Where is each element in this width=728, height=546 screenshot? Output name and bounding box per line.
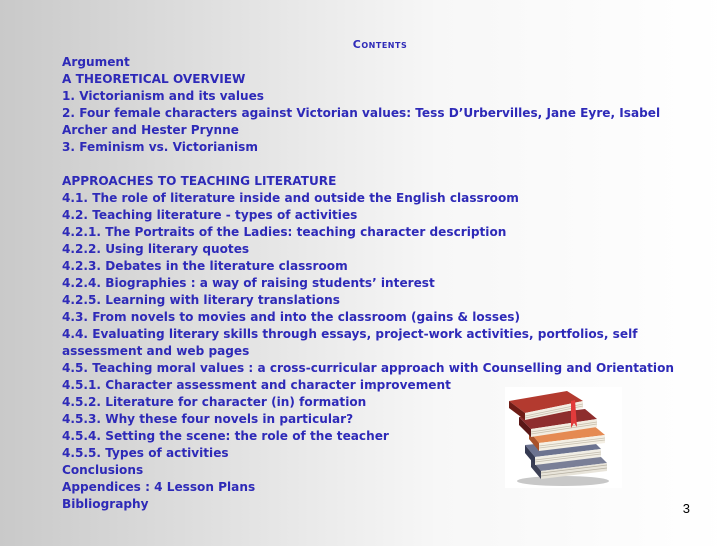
contents-entry: 4.2.2. Using literary quotes [62, 242, 250, 256]
contents-entry: 4.2.4. Biographies : a way of raising students’ interest [62, 276, 435, 290]
contents-entry: A THEORETICAL OVERVIEW [62, 72, 246, 86]
contents-entry: 4.5.3. Why these four novels in particular? [62, 412, 354, 426]
contents-entry: APPROACHES TO TEACHING LITERATURE [62, 174, 337, 188]
contents-entry: 4.5.1. Character assessment and character improvement [62, 378, 451, 392]
contents-entry: 4.3. From novels to movies and into the classroom (gains & losses) [62, 310, 521, 324]
stack-of-books-icon [505, 387, 622, 488]
contents-entry: Conclusions [62, 463, 144, 477]
page-number: 3 [682, 501, 690, 516]
contents-entry: 4.5. Teaching moral values : a cross-curricular approach with Counselling and Orientation [62, 361, 674, 375]
contents-entry: assessment and web pages [62, 344, 250, 358]
contents-entry: Appendices : 4 Lesson Plans [62, 480, 256, 494]
contents-entry: Archer and Hester Prynne [62, 123, 239, 137]
contents-entry: 4.2.5. Learning with literary translations [62, 293, 340, 307]
contents-entry: 4.5.4. Setting the scene: the role of the teacher [62, 429, 389, 443]
contents-entry: 4.2. Teaching literature - types of activities [62, 208, 358, 222]
contents-entry: 1. Victorianism and its values [62, 89, 264, 103]
contents-entry: 4.5.2. Literature for character (in) formation [62, 395, 367, 409]
contents-entry: 3. Feminism vs. Victorianism [62, 140, 258, 154]
blank-line [62, 156, 672, 173]
contents-entry: 4.5.5. Types of activities [62, 446, 229, 460]
contents-entry: 4.2.1. The Portraits of the Ladies: teaching character description [62, 225, 507, 239]
contents-title: Contents [352, 38, 408, 51]
contents-entry: 4.1. The role of literature inside and outside the English classroom [62, 191, 519, 205]
contents-entry: 4.2.3. Debates in the literature classroom [62, 259, 348, 273]
contents-entry: 2. Four female characters against Victorian values: Tess D’Urbervilles, Jane Eyre, Isabel [62, 106, 661, 120]
contents-entry: Argument [62, 55, 130, 69]
contents-entry: Bibliography [62, 497, 149, 511]
contents-entry: 4.4. Evaluating literary skills through essays, project-work activities, portfolios, self [62, 327, 638, 341]
